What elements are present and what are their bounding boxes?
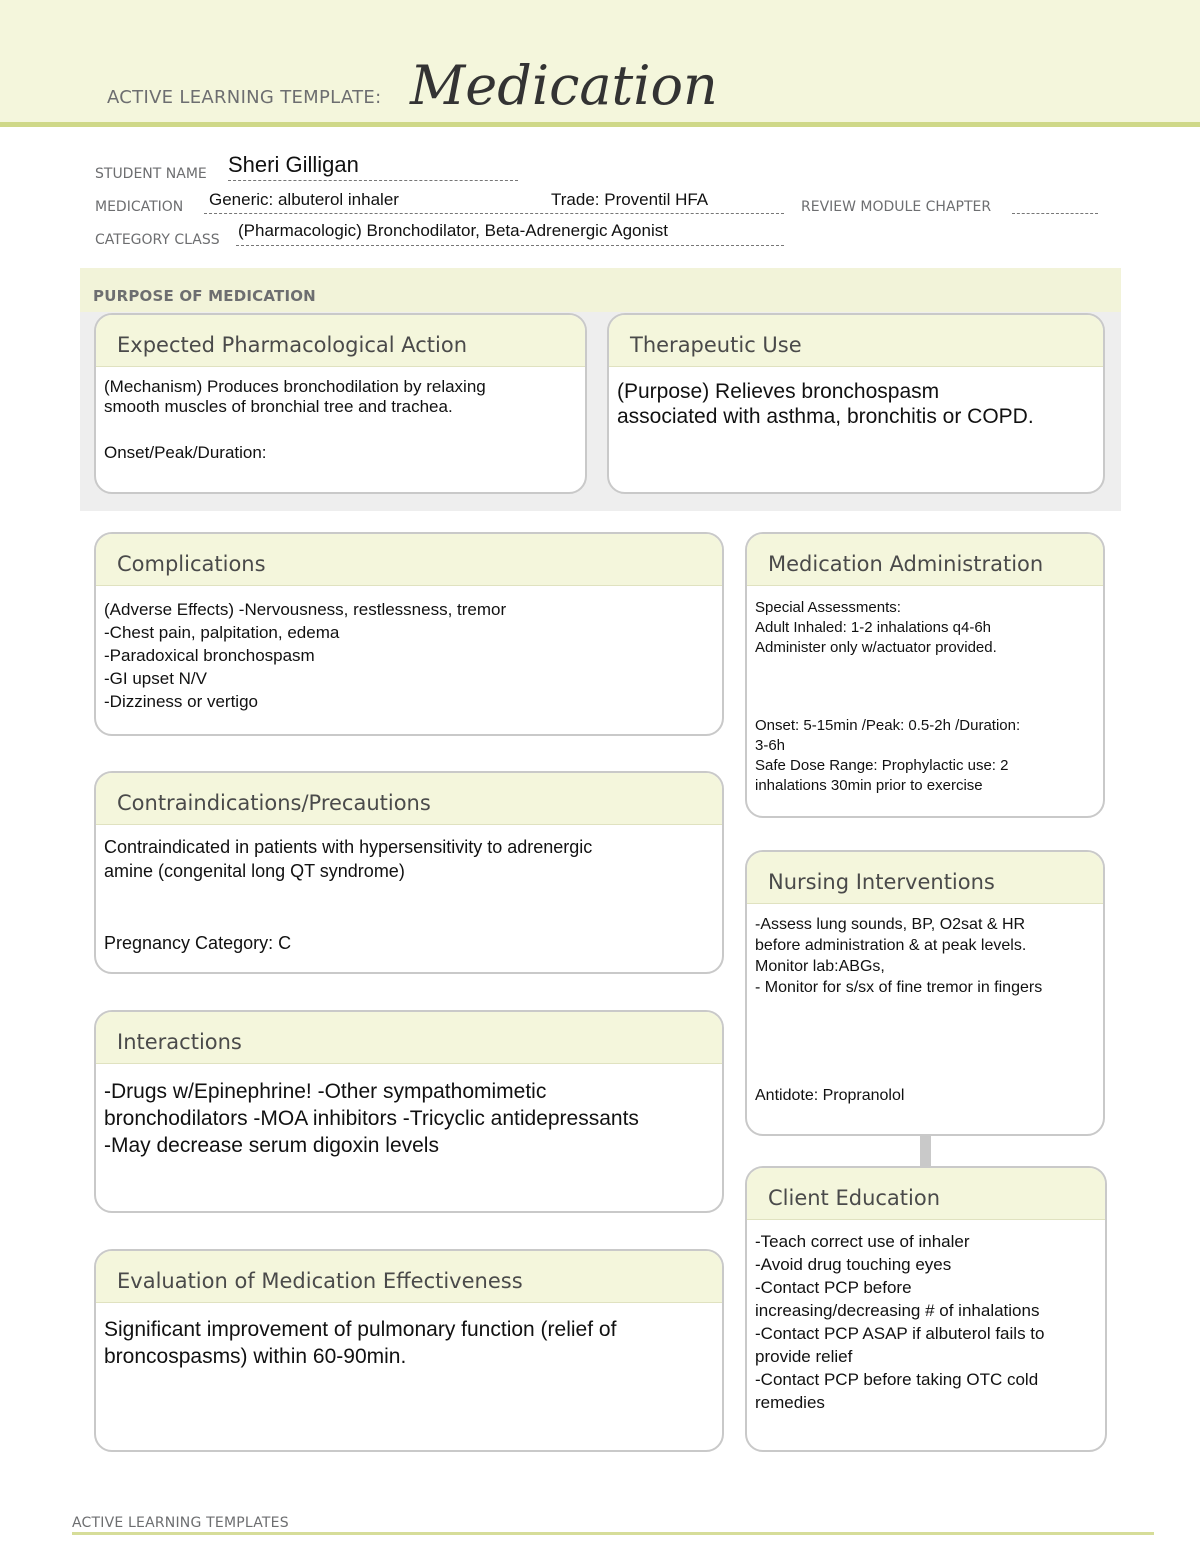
education-line: -Contact PCP before <box>755 1278 912 1297</box>
client-education-heading: Client Education <box>747 1168 1105 1220</box>
evaluation-box <box>94 1249 724 1452</box>
complications-heading: Complications <box>96 534 722 586</box>
complication-line: -Dizziness or vertigo <box>104 692 258 711</box>
expected-action-line: smooth muscles of bronchial tree and trachea. <box>104 397 453 417</box>
administration-line: 3-6h <box>755 737 786 754</box>
interaction-line: -Drugs w/Epinephrine! -Other sympathomimetic <box>104 1080 547 1103</box>
administration-line: Adult Inhaled: 1-2 inhalations q4-6h <box>755 619 992 636</box>
therapeutic-use-box <box>607 313 1105 494</box>
review-module-label: REVIEW MODULE CHAPTER <box>801 199 992 215</box>
expected-action-body[interactable] <box>96 367 585 463</box>
expected-action-box <box>94 313 587 494</box>
education-line: increasing/decreasing # of inhalations <box>755 1301 1040 1320</box>
template-label: ACTIVE LEARNING TEMPLATE: <box>107 87 382 108</box>
therapeutic-use-line: associated with asthma, bronchitis or COPD. <box>617 405 1034 429</box>
complication-line: (Adverse Effects) -Nervousness, restlessness, tremor <box>104 600 507 619</box>
medication-line <box>204 213 784 214</box>
therapeutic-use-body[interactable] <box>609 367 1103 429</box>
complications-box <box>94 532 724 736</box>
complications-body[interactable] <box>96 586 722 713</box>
administration-line: Onset: 5-15min /Peak: 0.5-2h /Duration: <box>755 717 1021 734</box>
interactions-box <box>94 1010 724 1213</box>
client-education-box <box>745 1166 1107 1452</box>
nursing-interventions-body[interactable] <box>747 904 1103 1106</box>
category-class-value[interactable]: (Pharmacologic) Bronchodilator, Beta-Adrenergic Agonist <box>238 221 668 240</box>
contraindication-line: Contraindicated in patients with hypersensitivity to adrenergic <box>104 837 593 857</box>
template-title: Medication <box>410 54 718 117</box>
education-line: -Contact PCP ASAP if albuterol fails to <box>755 1324 1045 1343</box>
administration-line: inhalations 30min prior to exercise <box>755 777 983 794</box>
evaluation-line: broncospasms) within 60-90min. <box>104 1345 407 1368</box>
footer-rule <box>72 1532 1154 1535</box>
student-name-line <box>228 180 518 181</box>
box-connector <box>920 1134 931 1166</box>
review-module-line[interactable] <box>1012 213 1098 214</box>
footer-label: ACTIVE LEARNING TEMPLATES <box>72 1515 289 1531</box>
administration-line: Special Assessments: <box>755 599 901 616</box>
complication-line: -Paradoxical bronchospasm <box>104 646 315 665</box>
interactions-heading: Interactions <box>96 1012 722 1064</box>
education-line: -Avoid drug touching eyes <box>755 1255 952 1274</box>
medication-label: MEDICATION <box>95 199 184 215</box>
evaluation-line: Significant improvement of pulmonary function (relief of <box>104 1318 617 1341</box>
therapeutic-use-heading: Therapeutic Use <box>609 315 1103 367</box>
nursing-interventions-box <box>745 850 1105 1136</box>
education-line: remedies <box>755 1393 825 1412</box>
medication-administration-heading: Medication Administration <box>747 534 1103 586</box>
student-name-label: STUDENT NAME <box>95 166 207 182</box>
interaction-line: -May decrease serum digoxin levels <box>104 1134 439 1157</box>
purpose-title: PURPOSE OF MEDICATION <box>93 287 316 305</box>
administration-line: Administer only w/actuator provided. <box>755 639 997 656</box>
expected-action-line: (Mechanism) Produces bronchodilation by relaxing <box>104 377 486 396</box>
nursing-line: before administration & at peak levels. <box>755 937 1027 954</box>
contraindications-heading: Contraindications/Precautions <box>96 773 722 825</box>
student-name-value[interactable]: Sheri Gilligan <box>228 152 359 177</box>
contraindications-box <box>94 771 724 974</box>
education-line: provide relief <box>755 1347 853 1366</box>
nursing-interventions-heading: Nursing Interventions <box>747 852 1103 904</box>
expected-action-onset: Onset/Peak/Duration: <box>104 442 267 462</box>
medication-trade-value[interactable]: Trade: Proventil HFA <box>551 190 709 209</box>
interaction-line: bronchodilators -MOA inhibitors -Tricyclic antidepressants <box>104 1107 639 1130</box>
administration-line: Safe Dose Range: Prophylactic use: 2 <box>755 757 1009 774</box>
client-education-body[interactable] <box>747 1220 1105 1414</box>
education-line: -Teach correct use of inhaler <box>755 1232 970 1251</box>
category-class-line <box>236 245 784 246</box>
header-rule <box>0 122 1200 127</box>
medication-administration-box <box>745 532 1105 818</box>
contraindication-line: amine (congenital long QT syndrome) <box>104 861 405 881</box>
complication-line: -Chest pain, palpitation, edema <box>104 623 340 642</box>
nursing-line: -Assess lung sounds, BP, O2sat & HR <box>755 916 1026 933</box>
education-line: -Contact PCP before taking OTC cold <box>755 1370 1039 1389</box>
therapeutic-use-line: (Purpose) Relieves bronchospasm <box>617 380 940 403</box>
nursing-line: - Monitor for s/sx of fine tremor in fingers <box>755 979 1043 996</box>
expected-action-heading: Expected Pharmacological Action <box>96 315 585 367</box>
evaluation-body[interactable] <box>96 1303 722 1370</box>
contraindications-body[interactable] <box>96 825 722 955</box>
antidote: Antidote: Propranolol <box>755 1087 905 1104</box>
evaluation-heading: Evaluation of Medication Effectiveness <box>96 1251 722 1303</box>
interactions-body[interactable] <box>96 1064 722 1159</box>
category-class-label: CATEGORY CLASS <box>95 232 220 248</box>
medication-generic-value[interactable]: Generic: albuterol inhaler <box>209 190 399 209</box>
complication-line: -GI upset N/V <box>104 669 207 688</box>
pregnancy-category: Pregnancy Category: C <box>104 933 292 953</box>
nursing-line: Monitor lab:ABGs, <box>755 958 885 975</box>
medication-administration-body[interactable] <box>747 586 1103 796</box>
